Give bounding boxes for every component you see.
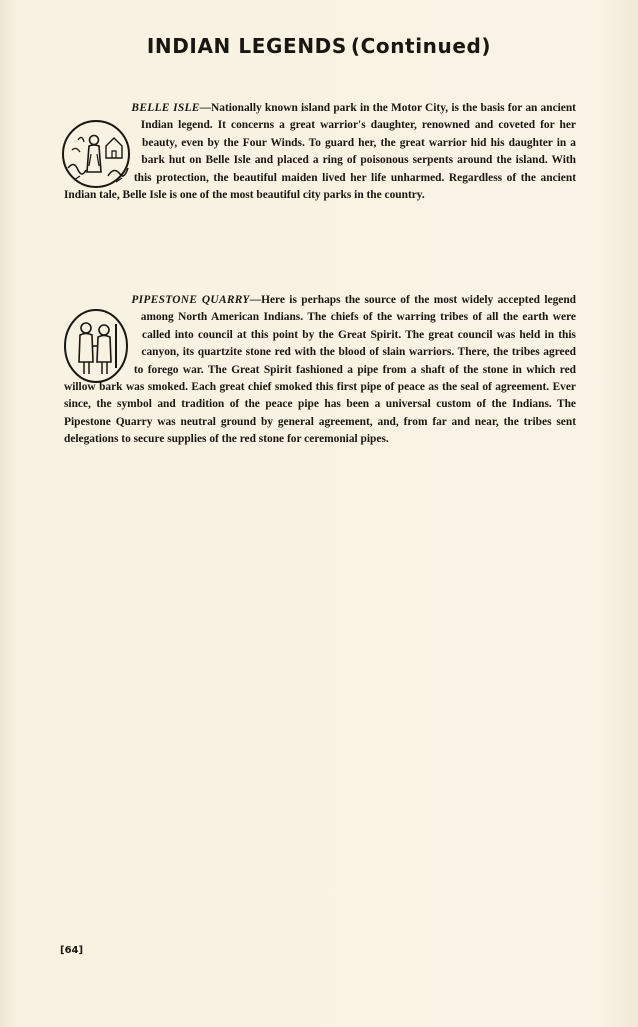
page-number: [64] — [60, 945, 84, 956]
page-title — [0, 34, 638, 58]
legend-heading: PIPESTONE QUARRY — [131, 294, 250, 306]
legend-text: —Here is perhaps the source of the most widely accepted legend among North American Indians. The chiefs of the warring tribes of all the earth were called into council at this point by the Great Spirit. The great council was held in this canyon, its quartzite stone red with the blood of slain warriors. There, the tribes agreed to forego war. The Great Spirit fashioned a pipe from a shaft of the stone in which red willow bark was smoked. Each great chief smoked this first pipe of peace as the seal of agreement. Ever since, the symbol and tradition of the peace pipe has been a universal custom of the Indians. The Pipestone Quarry was neutral ground by general agreement, and, from far and near, the tribes sent delegations to secure supplies of the red stone for ceremonial pipes. — [64, 294, 576, 446]
title-suffix: (Continued) — [350, 34, 492, 58]
legend-heading: BELLE ISLE — [131, 102, 200, 114]
legend-text: —Nationally known island park in the Motor City, is the basis for an ancient Indian legend. It concerns a great warrior's daughter, renowned and coveted for her beauty, even by the Four Winds. To guard her, the great warrior hid his daughter in a bark hut on Belle Isle and placed a ring of poisonous serpents around the island. With this protection, the beautiful maiden lived her life unharmed. Regardless of the ancient Indian tale, Belle Isle is one of the most beautiful city parks in the country. — [64, 102, 576, 202]
title-main: INDIAN LEGENDS — [146, 34, 347, 58]
legend-pipestone-quarry — [64, 292, 576, 449]
legend-belle-isle — [64, 100, 576, 204]
